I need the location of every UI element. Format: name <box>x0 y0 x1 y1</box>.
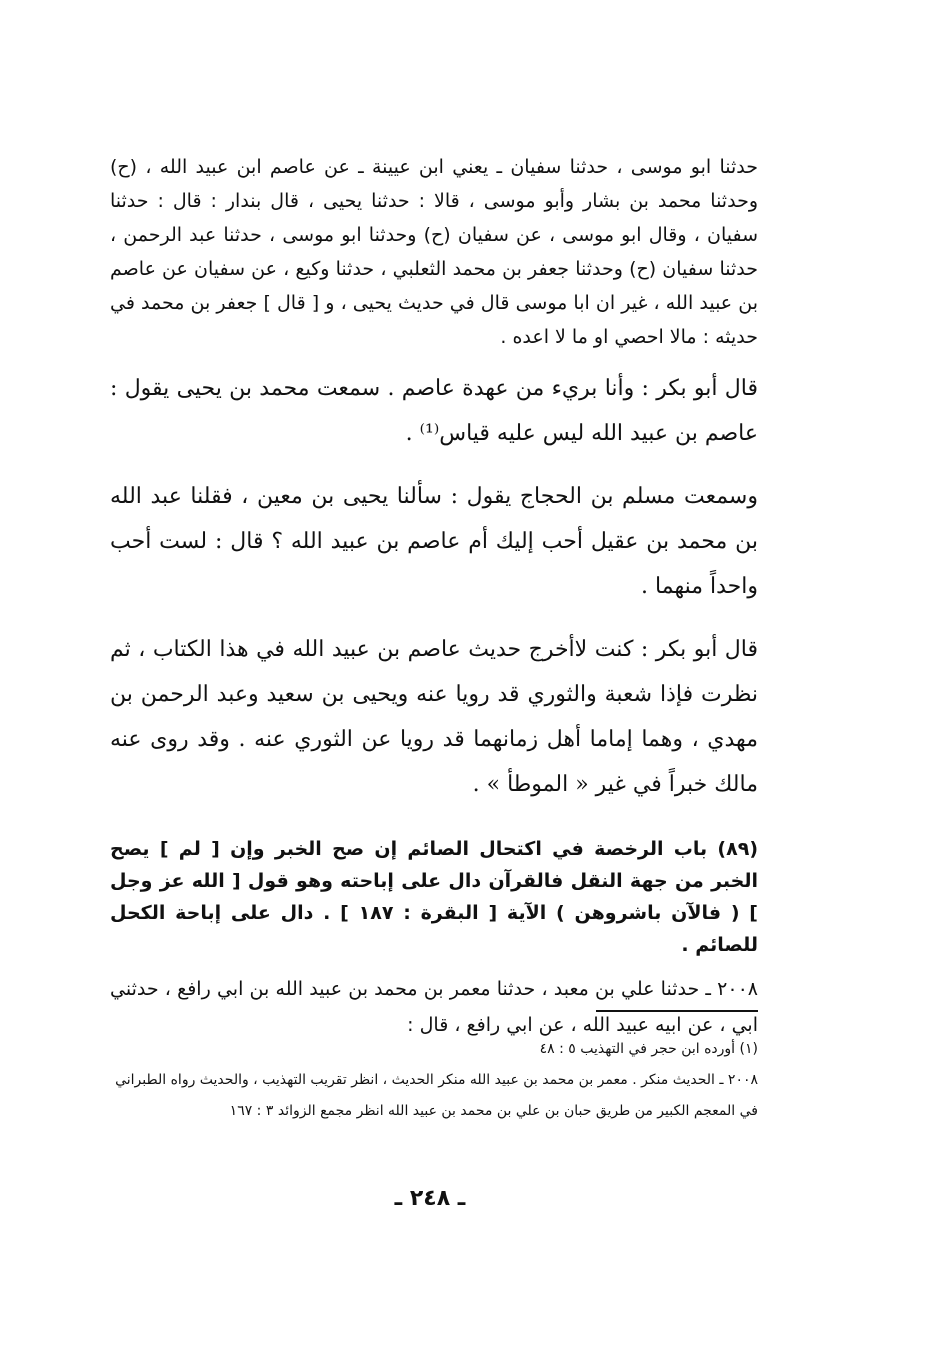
page-number: ـ ٢٤٨ ـ <box>394 1186 466 1211</box>
footnote: ٢٠٠٨ ـ الحديث منكر . معمر بن محمد بن عبيد الله منكر الحديث ، انظر تقريب التهذيب ، والحديث رواه الطبراني في المعجم الكبير من طريق حبان بن علي بن محمد بن عبيد الله انظر مجمع الزوائد ٣ : ١٦٧ <box>115 1072 758 1119</box>
hadith-paragraph: ٢٠٠٨ ـ حدثنا علي بن معبد ، حدثنا معمر بن محمد بن عبيد الله بن ابي رافع ، حدثني ابي ، عن ابيه عبيد الله ، عن ابي رافع ، قال : <box>110 978 758 1036</box>
page-body <box>110 150 758 1043</box>
text-paragraph: قال أبو بكر : وأنا بريء من عهدة عاصم . سمعت محمد بن يحيى يقول : عاصم بن عبيد الله ليس عليه قياس⁽¹⁾ . <box>110 376 758 446</box>
footnote-divider <box>596 1010 758 1012</box>
footnotes <box>110 1034 758 1127</box>
chapter-heading: (٨٩) باب الرخصة في اكتحال الصائم إن صح الخبر وإن [ لم ] يصح الخبر من جهة النقل فالقرآن دال على إباحته وهو قول [ الله عز وجل ] ( فالآن باشروهن ) الآية [ البقرة : ١٨٧ ] . دال على إباحة الكحل للصائم . <box>110 838 758 956</box>
isnad-paragraph: حدثنا ابو موسى ، حدثنا سفيان ـ يعني ابن عيينة ـ عن عاصم ابن عبيد الله ، (ح) وحدثنا محمد بن بشار وأبو موسى ، قالا : حدثنا يحيى ، قال بندار : قال : حدثنا سفيان ، وقال ابو موسى ، عن سفيان (ح) وحدثنا ابو موسى ، حدثنا عبد الرحمن ، حدثنا سفيان (ح) وحدثنا جعفر بن محمد الثعلبي ، حدثنا وكيع ، عن سفيان عن عاصم بن عبيد الله ، غير ان ابا موسى قال في حديث يحيى ، و [ قال ] جعفر بن محمد في حديثه : مالا احصي او ما لا اعده . <box>110 156 758 348</box>
text-paragraph: قال أبو بكر : كنت لاأخرج حديث عاصم بن عبيد الله في هذا الكتاب ، ثم نظرت فإذا شعبة والثوري قد رويا عنه ويحيى بن سعيد وعبد الرحمن بن مهدي ، وهما إماما أهل زمانهما قد رويا عن الثوري عنه . وقد روى عنه مالك خبراً في غير « الموطأ » . <box>110 637 759 797</box>
text-paragraph: وسمعت مسلم بن الحجاج يقول : سألنا يحيى بن معين ، فقلنا عبد الله بن محمد بن عقيل أحب إليك أم عاصم بن عبيد الله ؟ قال : لست أحب واحداً منهما . <box>110 484 758 599</box>
footnote: (١) أورده ابن حجر في التهذيب ٥ : ٤٨ <box>539 1041 758 1057</box>
